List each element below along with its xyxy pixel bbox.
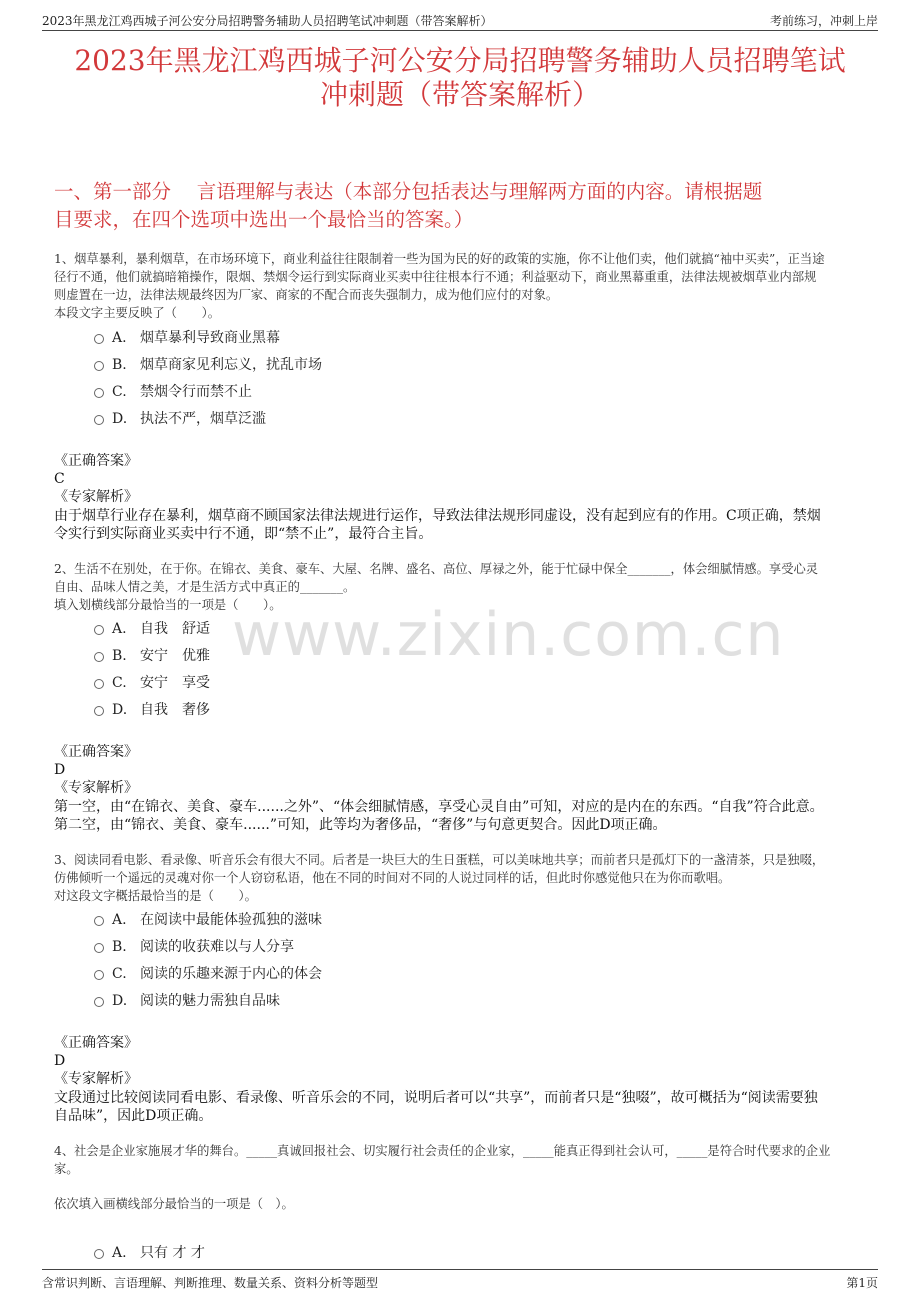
radio-icon[interactable]	[94, 997, 104, 1007]
radio-icon[interactable]	[94, 679, 104, 689]
q3-answer-block	[54, 1034, 864, 1088]
radio-icon[interactable]	[94, 652, 104, 662]
page-number: 第1页	[846, 1276, 878, 1290]
page-header	[42, 10, 878, 31]
header-doc-title: 2023年黑龙江鸡西城子河公安分局招聘警务辅助人员招聘笔试冲刺题（带答案解析）	[42, 14, 493, 28]
answer-value: C	[54, 471, 65, 487]
footer-topics: 含常识判断、言语理解、判断推理、数量关系、资料分析等题型	[42, 1276, 379, 1290]
radio-icon[interactable]	[94, 1249, 104, 1259]
q3-option-a[interactable]: A. 在阅读中最能体验孤独的滋味	[94, 910, 322, 930]
q3-prompt: 对这段文字概括最恰当的是（ ）。	[54, 889, 257, 903]
q2-line: 2、生活不在别处，在于你。在锦衣、美食、豪车、大屋、名牌、盛名、高位、厚禄之外，能于忙碌中保全_______，体会细腻情感。享受心灵	[54, 562, 819, 576]
section-line-2: 目要求，在四个选项中选出一个最恰当的答案。）	[54, 208, 474, 231]
question-2-stem	[54, 560, 864, 614]
answer-value: D	[54, 1053, 66, 1069]
page-title	[40, 44, 880, 112]
question-4-stem	[54, 1142, 864, 1178]
analysis-label: 《专家解析》	[54, 489, 138, 505]
header-slogan: 考前练习，冲刺上岸	[769, 14, 878, 28]
watermark: www.zixin.com.cn	[232, 600, 785, 670]
q3-option-b[interactable]: B. 阅读的收获难以与人分享	[94, 937, 294, 957]
q1-option-b[interactable]: B. 烟草商家见利忘义，扰乱市场	[94, 355, 322, 375]
radio-icon[interactable]	[94, 970, 104, 980]
answer-value: D	[54, 762, 66, 778]
q1-analysis: 由于烟草行业存在暴利，烟草商不顾国家法律法规进行运作，导致法律法规形同虚设，没有起到应有的作用。C项正确，禁烟 令实行到实际商业买卖中行不通，即“禁不止”，最符合主旨。	[54, 508, 821, 542]
radio-icon[interactable]	[94, 361, 104, 371]
analysis-label: 《专家解析》	[54, 780, 138, 796]
section-line-1: 一、第一部分 言语理解与表达（本部分包括表达与理解两方面的内容。请根据题	[54, 180, 763, 203]
radio-icon[interactable]	[94, 943, 104, 953]
q1-line: 则虚置在一边，法律法规最终因为厂家、商家的不配合而丧失强制力，成为他们应付的对象。	[54, 288, 559, 302]
radio-icon[interactable]	[94, 388, 104, 398]
q2-option-a[interactable]: A. 自我 舒适	[94, 619, 210, 639]
question-4-prompt: 依次填入画横线部分最恰当的一项是（ ）。	[54, 1197, 294, 1211]
section-heading	[54, 178, 864, 234]
q2-line: 自由、品味人情之美，才是生活方式中真正的_______。	[54, 580, 356, 594]
radio-icon[interactable]	[94, 706, 104, 716]
q3-analysis: 文段通过比较阅读同看电影、看录像、听音乐会的不同，说明后者可以“共享”，而前者只是“独啜”，故可概括为“阅读需要独 自品味”，因此D项正确。	[54, 1090, 818, 1124]
q1-option-d[interactable]: D. 执法不严，烟草泛滥	[94, 409, 266, 429]
q1-answer-block	[54, 452, 864, 506]
q2-prompt: 填入划横线部分最恰当的一项是（ ）。	[54, 598, 282, 612]
analysis-label: 《专家解析》	[54, 1071, 138, 1087]
question-1-stem	[54, 250, 864, 322]
q1-option-a[interactable]: A. 烟草暴利导致商业黑幕	[94, 328, 280, 348]
q3-option-c[interactable]: C. 阅读的乐趣来源于内心的体会	[94, 964, 322, 984]
title-line-1: 2023年黑龙江鸡西城子河公安分局招聘警务辅助人员招聘笔试	[74, 44, 846, 77]
q2-answer-block	[54, 743, 864, 797]
q3-line: 3、阅读同看电影、看录像、听音乐会有很大不同。后者是一块巨大的生日蛋糕，可以美味地共享；而前者只是孤灯下的一盏清茶，只是独啜，	[54, 853, 825, 867]
radio-icon[interactable]	[94, 916, 104, 926]
title-line-2: 冲刺题（带答案解析）	[319, 78, 600, 111]
q4-line: 4、社会是企业家施展才华的舞台。_____真诚回报社会、切实履行社会责任的企业家，_____能真正得到社会认可，_____是符合时代要求的企业	[54, 1144, 831, 1158]
q1-line: 1、烟草暴利，暴利烟草，在市场环境下，商业利益往往限制着一些为国为民的好的政策的实施，你不让他们卖，他们就搞“袖中买卖”，正当途	[54, 252, 825, 266]
answer-label: 《正确答案》	[54, 744, 138, 760]
q2-option-c[interactable]: C. 安宁 享受	[94, 673, 210, 693]
q2-analysis: 第一空，由“在锦衣、美食、豪车......之外”、“体会细腻情感，享受心灵自由”可知，对应的是内在的东西。“自我”符合此意。 第二空，由“锦衣、美食、豪车......”可知，此等均为奢侈品，“奢侈”与句意更契合。因此D项正确。	[54, 799, 824, 833]
q4-line: 家。	[54, 1162, 79, 1176]
q1-line: 径行不通，他们就搞暗箱操作，限烟、禁烟令运行到实际商业买卖中往往根本行不通；利益驱动下，商业黑幕重重，法律法规被烟草业内部规	[54, 270, 817, 284]
q4-option-a[interactable]: A. 只有 才 才	[94, 1243, 205, 1263]
q1-prompt: 本段文字主要反映了（ ）。	[54, 306, 221, 320]
question-3-stem	[54, 851, 864, 905]
q3-option-d[interactable]: D. 阅读的魅力需独自品味	[94, 991, 280, 1011]
page-footer	[42, 1269, 878, 1292]
answer-label: 《正确答案》	[54, 453, 138, 469]
q2-option-d[interactable]: D. 自我 奢侈	[94, 700, 210, 720]
q1-option-c[interactable]: C. 禁烟令行而禁不止	[94, 382, 252, 402]
q2-option-b[interactable]: B. 安宁 优雅	[94, 646, 210, 666]
radio-icon[interactable]	[94, 625, 104, 635]
answer-label: 《正确答案》	[54, 1035, 138, 1051]
q3-line: 仿佛倾听一个遥远的灵魂对你一个人窃窃私语，他在不同的时间对不同的人说过同样的话，但此时你感觉他只在为你而歌唱。	[54, 871, 731, 885]
radio-icon[interactable]	[94, 415, 104, 425]
radio-icon[interactable]	[94, 334, 104, 344]
